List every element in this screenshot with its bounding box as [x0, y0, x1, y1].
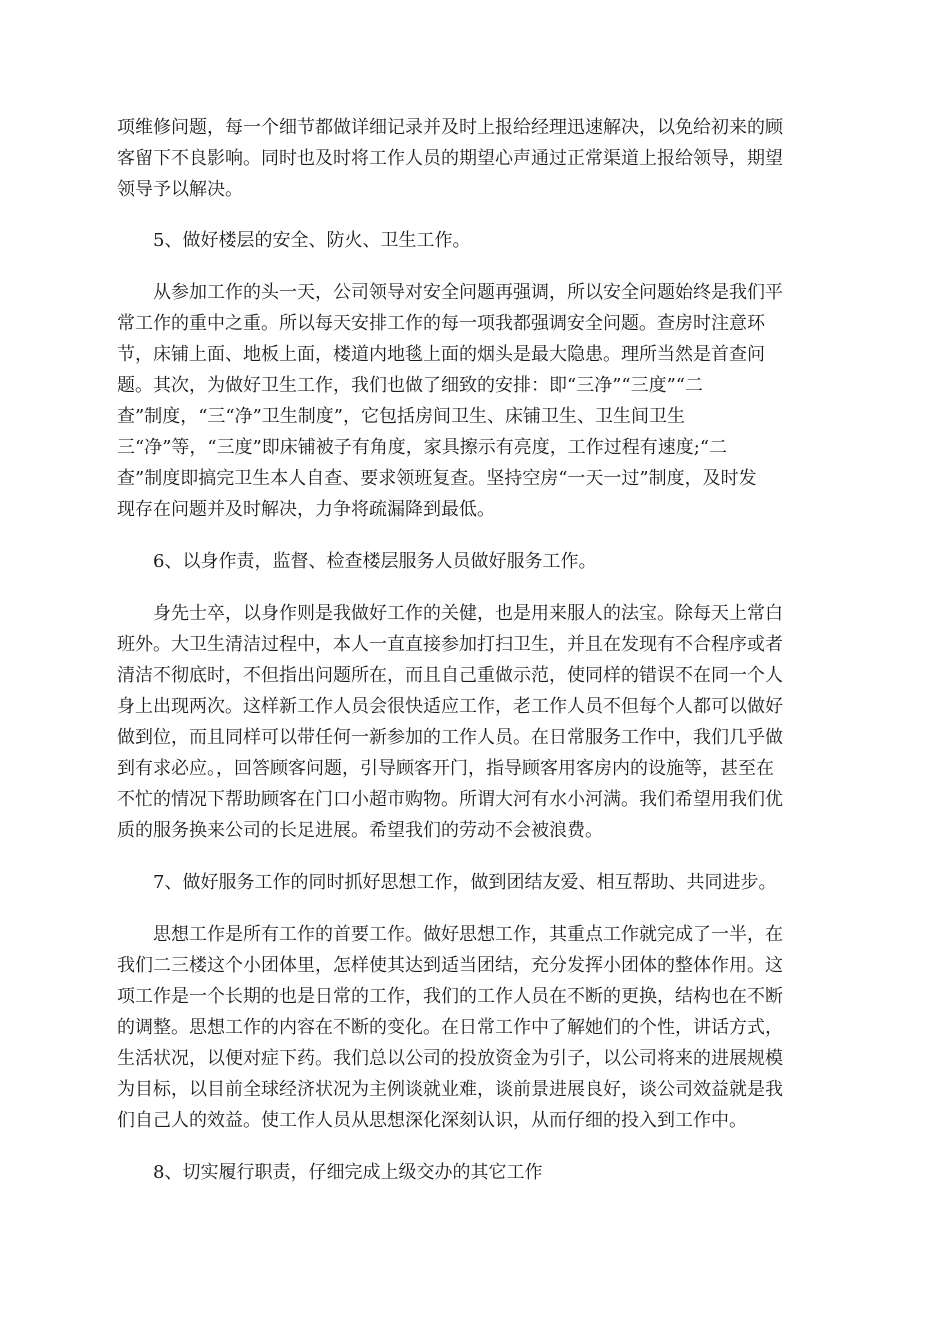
section-heading-7 — [117, 867, 832, 898]
section-heading-6 — [117, 546, 832, 577]
paragraph-safety — [117, 277, 832, 525]
section-heading-5 — [117, 225, 832, 256]
text-line: 节，床铺上面、地板上面，楼道内地毯上面的烟头是最大隐患。理所当然是首查问 — [117, 344, 765, 365]
text-line: 的调整。思想工作的内容在不断的变化。在日常工作中了解她们的个性，讲话方式， — [117, 1017, 783, 1038]
paragraph-lead-by-example — [117, 598, 832, 846]
heading-line: 8、切实履行职责，仔细完成上级交办的其它工作 — [153, 1162, 543, 1183]
text-line: 为目标，以目前全球经济状况为主例谈就业难，谈前景进展良好，谈公司效益就是我 — [117, 1079, 783, 1100]
text-line: 质的服务换来公司的长足进展。希望我们的劳动不会被浪费。 — [117, 820, 603, 841]
text-line: 不忙的情况下帮助顾客在门口小超市购物。所谓大河有水小河满。我们希望用我们优 — [117, 789, 783, 810]
section-heading-8 — [117, 1157, 832, 1188]
text-line: 身先士卒，以身作则是我做好工作的关健，也是用来服人的法宝。除每天上常白 — [153, 603, 783, 624]
text-line: 们自己人的效益。使工作人员从思想深化深刻认识，从而仔细的投入到工作中。 — [117, 1110, 747, 1131]
text-line: 查”制度，“三“净”卫生制度”，它包括房间卫生、床铺卫生、卫生间卫生 — [117, 406, 686, 427]
text-line: 题。其次，为做好卫生工作，我们也做了细致的安排：即“三净”“三度”“二 — [117, 375, 704, 396]
heading-line: 6、以身作责，监督、检查楼层服务人员做好服务工作。 — [153, 551, 597, 572]
heading-line: 5、做好楼层的安全、防火、卫生工作。 — [153, 230, 471, 251]
text-line: 查”制度即搞完卫生本人自查、要求领班复查。坚持空房“一天一过”制度，及时发 — [117, 468, 757, 489]
text-line: 现存在问题并及时解决，力争将疏漏降到最低。 — [117, 499, 495, 520]
text-line: 领导予以解决。 — [117, 179, 243, 200]
text-line: 做到位，而且同样可以带任何一新参加的工作人员。在日常服务工作中，我们几乎做 — [117, 727, 783, 748]
document-page — [117, 112, 832, 1188]
text-line: 班外。大卫生清洁过程中，本人一直直接参加打扫卫生，并且在发现有不合程序或者 — [117, 634, 783, 655]
text-line: 身上出现两次。这样新工作人员会很快适应工作，老工作人员不但每个人都可以做好 — [117, 696, 783, 717]
text-line: 项工作是一个长期的也是日常的工作，我们的工作人员在不断的更换，结构也在不断 — [117, 986, 783, 1007]
text-line: 到有求必应。，回答顾客问题，引导顾客开门，指导顾客用客房内的设施等，甚至在 — [117, 758, 774, 779]
text-line: 清洁不彻底时，不但指出问题所在，而且自己重做示范，使同样的错误不在同一个人 — [117, 665, 783, 686]
text-line: 常工作的重中之重。所以每天安排工作的每一项我都强调安全问题。查房时注意环 — [117, 313, 765, 334]
text-line: 项维修问题，每一个细节都做详细记录并及时上报给经理迅速解决，以免给初来的顾 — [117, 117, 783, 138]
paragraph-continuation — [117, 112, 832, 205]
text-line: 我们二三楼这个小团体里，怎样使其达到适当团结，充分发挥小团体的整体作用。这 — [117, 955, 783, 976]
heading-line: 7、做好服务工作的同时抓好思想工作，做到团结友爱、相互帮助、共同进步。 — [153, 872, 777, 893]
paragraph-ideological-work — [117, 919, 832, 1136]
text-line: 客留下不良影响。同时也及时将工作人员的期望心声通过正常渠道上报给领导，期望 — [117, 148, 783, 169]
text-line: 从参加工作的头一天，公司领导对安全问题再强调，所以安全问题始终是我们平 — [153, 282, 783, 303]
text-line: 思想工作是所有工作的首要工作。做好思想工作，其重点工作就完成了一半，在 — [153, 924, 783, 945]
text-line: 三“净”等，“三度”即床铺被子有角度，家具擦示有亮度，工作过程有速度;“二 — [117, 437, 728, 458]
text-line: 生活状况，以便对症下药。我们总以公司的投放资金为引子，以公司将来的进展规模 — [117, 1048, 783, 1069]
